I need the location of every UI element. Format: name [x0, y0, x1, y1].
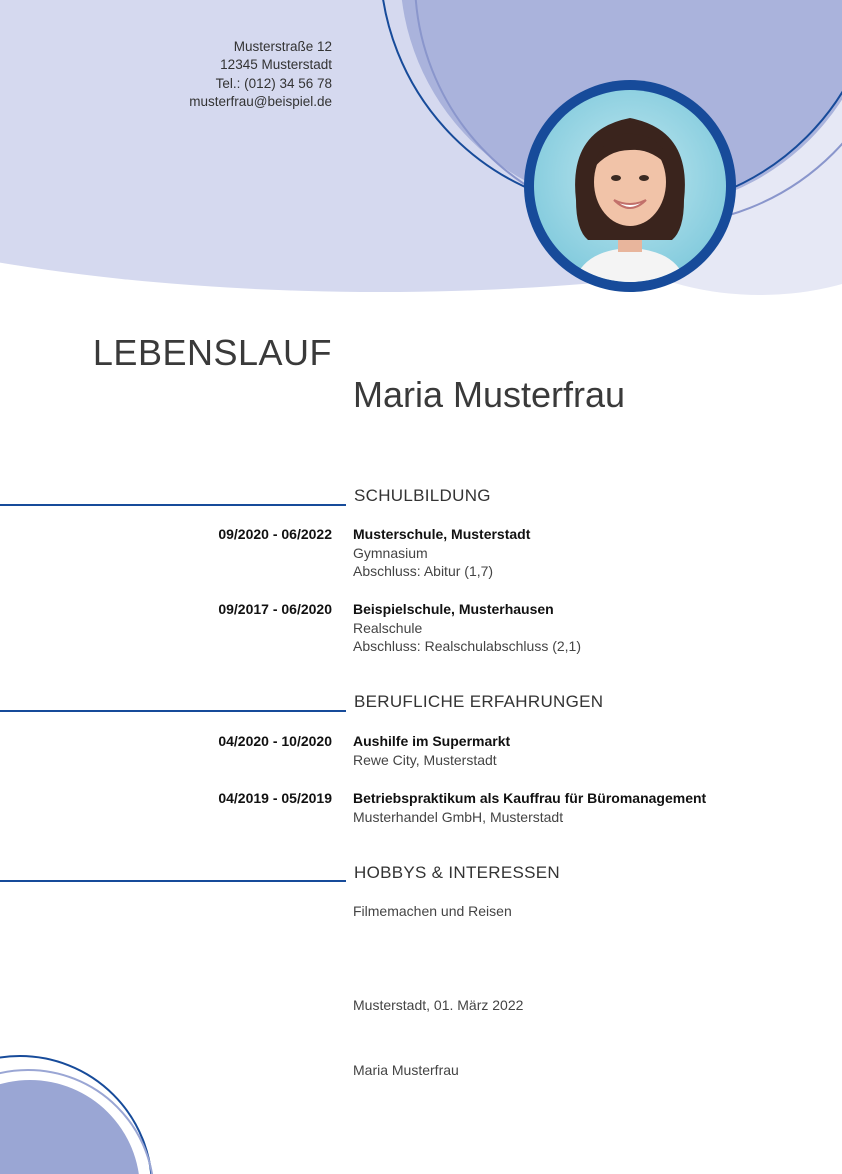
- experience-entry-heading: Aushilfe im Supermarkt: [353, 733, 511, 749]
- education-entry-line: Abschluss: Realschulabschluss (2,1): [353, 638, 581, 654]
- section-title-experience: BERUFLICHE ERFAHRUNGEN: [354, 692, 604, 711]
- contact-block: [189, 38, 332, 112]
- education-entry-heading: Musterschule, Musterstadt: [353, 526, 531, 542]
- contact-street: Musterstraße 12: [233, 39, 332, 54]
- education-entry: [353, 600, 581, 656]
- education-entry: [353, 525, 530, 581]
- experience-entry-line: Musterhandel GmbH, Musterstadt: [353, 808, 564, 825]
- experience-entry: [353, 789, 706, 826]
- profile-photo-frame: [524, 80, 736, 292]
- section-divider: [0, 504, 346, 506]
- section-title-education: SCHULBILDUNG: [354, 486, 491, 505]
- education-entry-line: Gymnasium: [353, 544, 428, 561]
- experience-entry-date: 04/2019 - 05/2019: [218, 790, 332, 806]
- place-date: Musterstadt, 01. März 2022: [353, 997, 524, 1013]
- experience-entry-date: 04/2020 - 10/2020: [218, 733, 332, 749]
- footer-circle: [0, 1080, 140, 1174]
- education-entry-date: 09/2020 - 06/2022: [218, 526, 332, 542]
- person-name: Maria Musterfrau: [353, 374, 626, 415]
- education-entry-heading: Beispielschule, Musterhausen: [353, 601, 554, 617]
- contact-email[interactable]: musterfrau@beispiel.de: [189, 94, 332, 110]
- education-entry-line: Abschluss: Abitur (1,7): [353, 563, 494, 579]
- profile-photo: [534, 90, 726, 282]
- hobbies-text: Filmemachen und Reisen: [353, 903, 512, 919]
- experience-entry: [353, 732, 510, 769]
- education-entry-date: 09/2017 - 06/2020: [218, 601, 332, 617]
- contact-city: 12345 Musterstadt: [220, 57, 332, 73]
- page-title: LEBENSLAUF: [92, 332, 332, 373]
- experience-entry-line: Rewe City, Musterstadt: [353, 751, 497, 768]
- section-title-hobbies: HOBBYS & INTERESSEN: [354, 863, 560, 882]
- experience-entry-heading: Betriebspraktikum als Kauffrau für Büromanagement: [353, 790, 707, 806]
- section-divider: [0, 880, 346, 882]
- section-divider: [0, 710, 346, 712]
- contact-phone: Tel.: (012) 34 56 78: [215, 75, 332, 91]
- education-entry-line: Realschule: [353, 619, 423, 636]
- signature-name: Maria Musterfrau: [353, 1062, 459, 1078]
